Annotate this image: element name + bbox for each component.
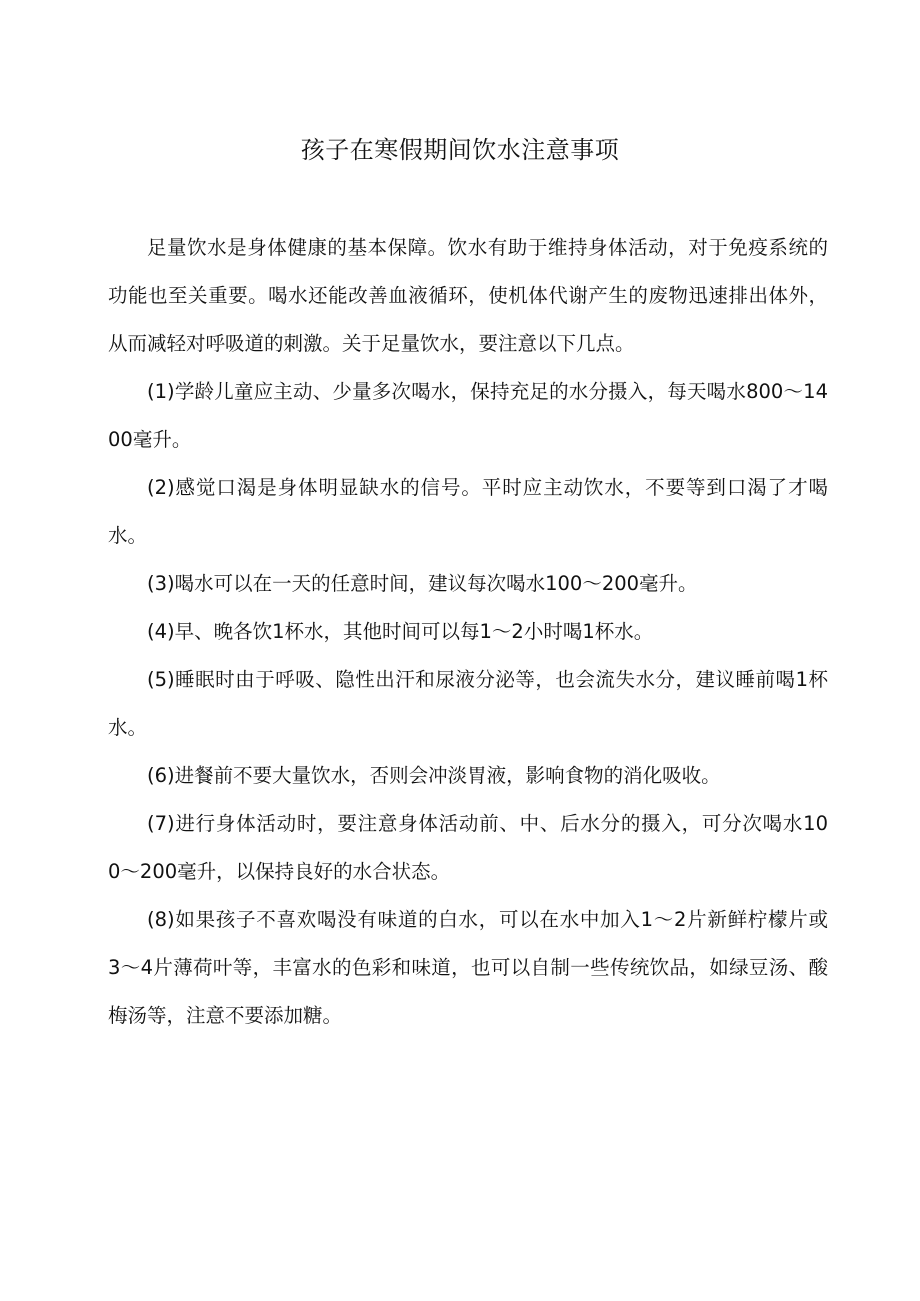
tip-item-5: (5)睡眠时由于呼吸、隐性出汗和尿液分泌等，也会流失水分，建议睡前喝1杯水。: [108, 668, 828, 739]
document-title: 孩子在寒假期间饮水注意事项: [300, 136, 620, 164]
tip-item-3: (3)喝水可以在一天的任意时间，建议每次喝水100〜200毫升。: [147, 572, 698, 595]
tip-item-4: (4)早、晚各饮1杯水，其他时间可以每1〜2小时喝1杯水。: [147, 620, 654, 643]
document-body: [108, 224, 828, 1040]
intro-paragraph: 足量饮水是身体健康的基本保障。饮水有助于维持身体活动，对于免疫系统的功能也至关重要。喝水还能改善血液循环，使机体代谢产生的废物迅速排出体外，从而减轻对呼吸道的刺激。关于足量饮水，要注意以下几点。: [108, 236, 828, 355]
tip-item-2: (2)感觉口渴是身体明显缺水的信号。平时应主动饮水，不要等到口渴了才喝水。: [108, 476, 828, 547]
tip-item-8: (8)如果孩子不喜欢喝没有味道的白水，可以在水中加入1〜2片新鲜柠檬片或3〜4片薄荷叶等，丰富水的色彩和味道，也可以自制一些传统饮品，如绿豆汤、酸梅汤等，注意不要添加糖。: [108, 908, 828, 1027]
tip-item-6: (6)进餐前不要大量饮水，否则会冲淡胃液，影响食物的消化吸收。: [147, 764, 721, 787]
tip-item-1: (1)学龄儿童应主动、少量多次喝水，保持充足的水分摄入，每天喝水800〜1400毫升。: [108, 380, 828, 451]
tip-item-7: (7)进行身体活动时，要注意身体活动前、中、后水分的摄入，可分次喝水100〜200毫升，以保持良好的水合状态。: [108, 812, 828, 883]
